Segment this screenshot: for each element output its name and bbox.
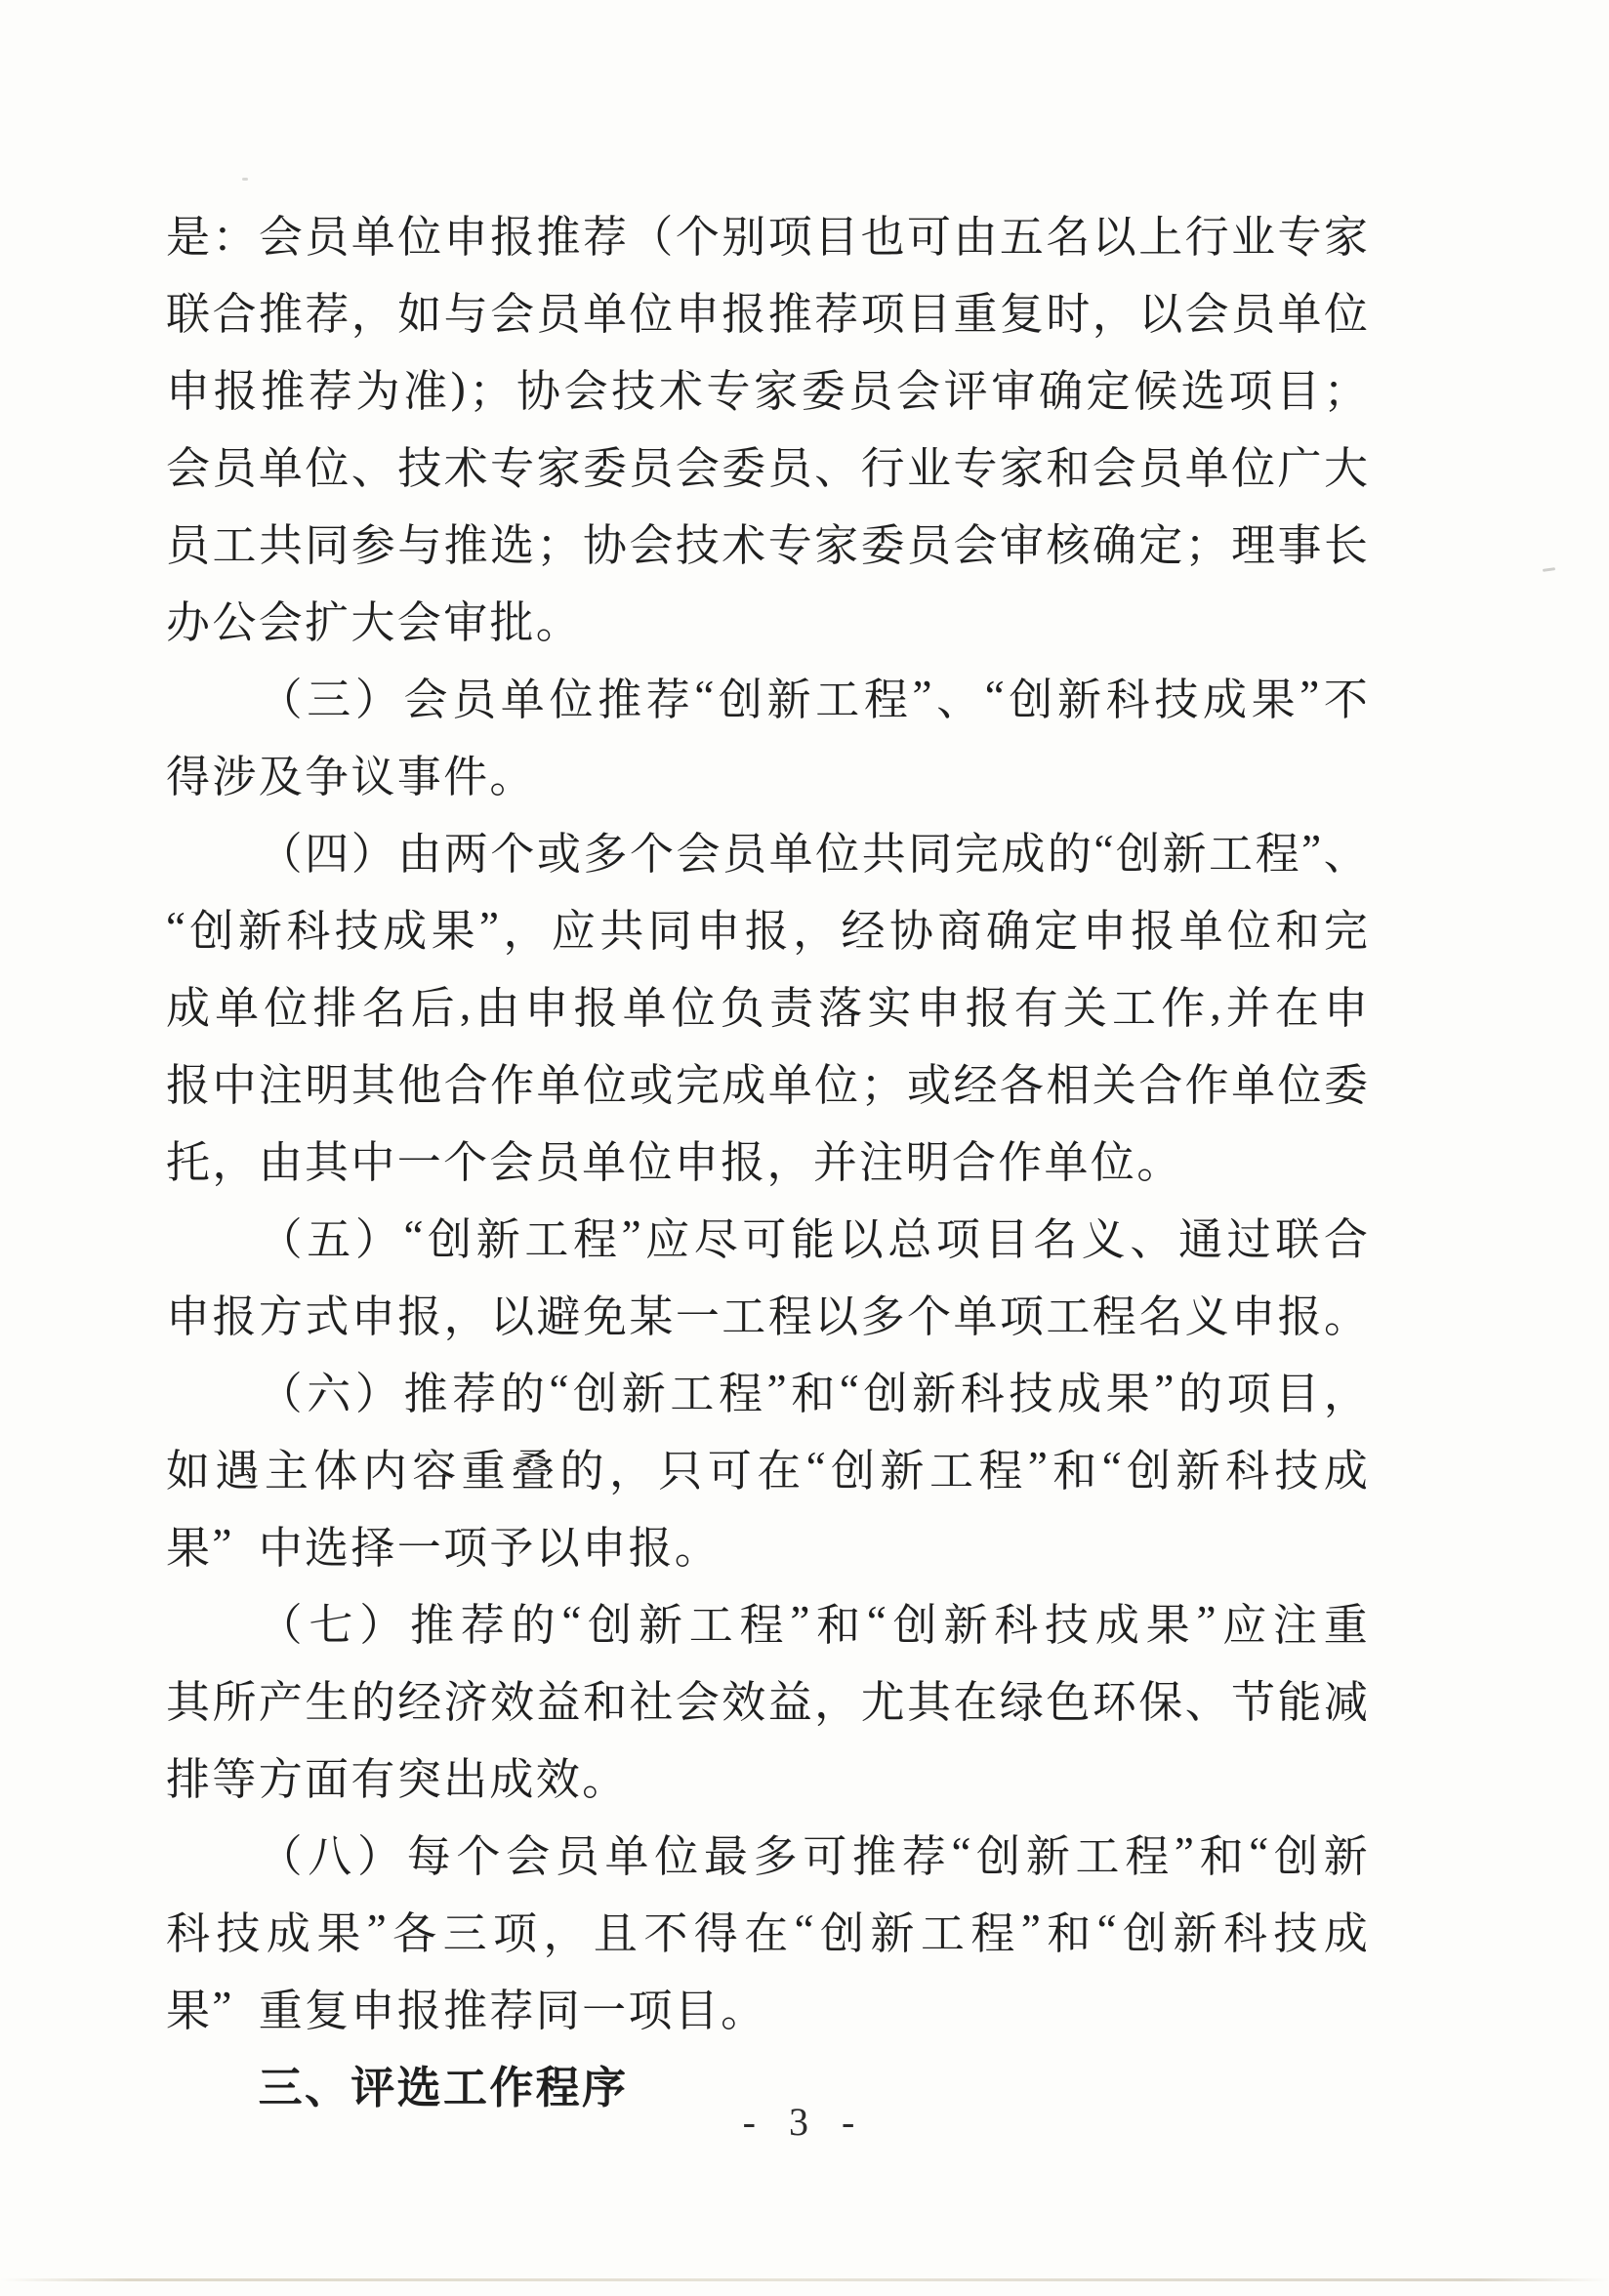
scan-artifact	[1543, 567, 1555, 572]
document-body	[166, 194, 1368, 2122]
text-line: 办 公 会 扩 大 会 审 批 。	[166, 598, 580, 647]
text-line: 其 所 产 生 的 经 济 效 益 和 社 会 效 益 ， 尤 其 在 绿 色 环 保 、 节 能 减	[166, 1678, 1368, 1727]
text-line: 科 技 成 果 ” 各 三 项 ， 且 不 得 在 “ 创 新 工 程 ” 和 “ 创 新 科 技 成	[166, 1905, 1368, 1958]
text-line: （ 七 ） 推 荐 的 “ 创 新 工 程 ” 和 “ 创 新 科 技 成 果 ” 应 注 重	[258, 1596, 1368, 1650]
text-line: 联 合 推 荐 ， 如 与 会 员 单 位 申 报 推 荐 项 目 重 复 时 ， 以 会 员 单 位	[166, 290, 1368, 339]
text-line: 员 工 共 同 参 与 推 选 ； 协 会 技 术 专 家 委 员 会 审 核 确 定 ； 理 事 长	[166, 521, 1368, 570]
page-number: - 3 -	[742, 2100, 867, 2144]
text-line: 得 涉 及 争 议 事 件 。	[166, 753, 534, 801]
text-line: 成 单 位 排 名 后 , 由 申 报 单 位 负 责 落 实 申 报 有 关 工 作 , 并 在 申	[166, 979, 1368, 1033]
text-line: （ 五 ） “ 创 新 工 程 ” 应 尽 可 能 以 总 项 目 名 义 、 通 过 联 合	[258, 1210, 1368, 1264]
text-line: 排 等 方 面 有 突 出 成 效 。	[166, 1755, 627, 1804]
text-line: 果 ” 重 复 申 报 推 荐 同 一 项 目 。	[166, 1982, 765, 2035]
text-line: “ 创 新 科 技 成 果 ” ， 应 共 同 申 报 ， 经 协 商 确 定 申 报 单 位 和 完	[166, 902, 1368, 956]
text-line: 如 遇 主 体 内 容 重 叠 的 ， 只 可 在 “ 创 新 工 程 ” 和 “ 创 新 科 技 成	[166, 1442, 1368, 1496]
scan-edge-line	[0, 2278, 1609, 2281]
text-line: 申 报 推 荐 为 准 ) ； 协 会 技 术 专 家 委 员 会 评 审 确 定 候 选 项 目 ；	[166, 362, 1368, 416]
text-line: （ 四 ） 由 两 个 或 多 个 会 员 单 位 共 同 完 成 的 “ 创 新 工 程 ” 、	[258, 825, 1368, 879]
text-line: 申 报 方 式 申 报 ， 以 避 免 某 一 工 程 以 多 个 单 项 工 程 名 义 申 报 。	[166, 1292, 1368, 1341]
text-line: （ 六 ） 推 荐 的 “ 创 新 工 程 ” 和 “ 创 新 科 技 成 果 ” 的 项 目 ，	[258, 1365, 1368, 1418]
text-line: 托 ， 由 其 中 一 个 会 员 单 位 申 报 ， 并 注 明 合 作 单 位 。	[166, 1138, 1181, 1187]
section-heading: 三 、 评 选 工 作 程 序	[258, 2064, 628, 2112]
text-line: （ 三 ） 会 员 单 位 推 荐 “ 创 新 工 程 ” 、 “ 创 新 科 技 成 果 ” 不	[258, 671, 1368, 724]
text-line: 会 员 单 位 、 技 术 专 家 委 员 会 委 员 、 行 业 专 家 和 会 员 单 位 广 大	[166, 444, 1368, 493]
text-line: 是 ： 会 员 单 位 申 报 推 荐 （ 个 别 项 目 也 可 由 五 名 以 上 行 业 专 家	[166, 213, 1368, 262]
text-line: （ 八 ） 每 个 会 员 单 位 最 多 可 推 荐 “ 创 新 工 程 ” 和 “ 创 新	[258, 1827, 1368, 1881]
scan-artifact	[242, 178, 248, 181]
text-line: 果 ” 中 选 择 一 项 予 以 申 报 。	[166, 1519, 719, 1573]
text-line: 报 中 注 明 其 他 合 作 单 位 或 完 成 单 位 ； 或 经 各 相 关 合 作 单 位 委	[166, 1061, 1368, 1110]
